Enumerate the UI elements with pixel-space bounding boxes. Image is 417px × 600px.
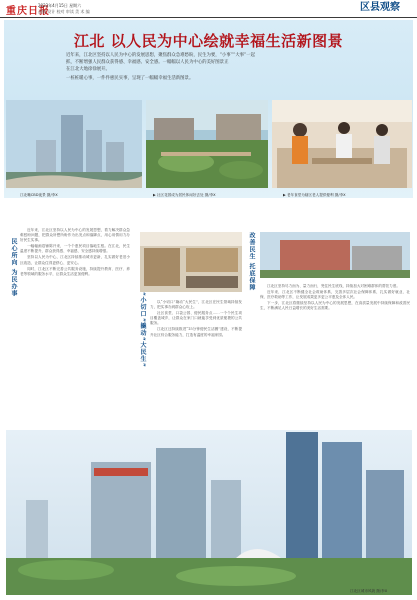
- photo-caption-1: 江北嘴CBD夜景 摄/李X: [20, 193, 58, 197]
- paragraph: 以“小切口”撬动“大民生”，江北区在民生领域持续发力，把实事办到群众心坎上。: [150, 300, 242, 310]
- paragraph: 一幅幅画卷铺陈开来，一个个惠民项目落地生根。在江北，民生温度不断提升，群众获得感、幸福感、安全感持续增强。: [20, 244, 130, 254]
- newspaper-logo: 重庆日报: [6, 6, 50, 17]
- column-right: [260, 284, 410, 434]
- lead-line-4: 一桩桩暖心事，一件件惠民实事，呈现了一幅幅幸福生活新图景。: [66, 76, 194, 81]
- paragraph: 近年来，江北区不断健全社会救助体系，完善多层次社会保障体系，扎实做好就业、社保、医疗救助等工作，让发展成果更多更公平惠及全体人民。: [260, 290, 410, 300]
- lead-line-2: 抓，不断增强人民群众获得感、幸福感、安全感。一幅幅以人民为中心的美好图景正: [66, 60, 229, 65]
- lead-line-3: 在江北大地徐徐展开。: [66, 67, 110, 72]
- photo-cityscape: [6, 430, 412, 595]
- page-headline: 江北 以人民为中心绘就幸福生活新图景: [73, 32, 344, 50]
- paragraph: 江北区还持续推进“15分钟便民生活圈”建设，不断提升社区综合服务能力，打造有温度的幸福家园。: [150, 327, 242, 337]
- photo-caption-3: ▶ 老年食堂为辖区老人提供便利 摄/李X: [283, 193, 346, 197]
- paragraph: 江北区坚持尽力而为、量力而行，兜住民生底线，持续加大对困难群体的帮扶力度。: [267, 284, 400, 288]
- photo-community-garden: [146, 100, 268, 188]
- paragraph: 下一步，江北区将继续坚持以人民为中心的发展思想，在高质量发展中持续保障和改善民生，不断满足人民日益增长的美好生活需要。: [260, 301, 410, 311]
- paragraph: 同时，江北区不断完善公共服务设施，持续提升教育、医疗、养老等领域的服务水平，让群众生活更加便利。: [20, 266, 130, 276]
- photo-residential: [260, 232, 410, 278]
- paragraph: 近年来，江北区坚持以人民为中心的发展思想，着力解决群众急难愁盼问题，把群众所想所盼作为出发点和落脚点，用心用情用力办好民生实事。: [20, 228, 130, 243]
- editor-line: 责编 设计 校对 审读 美 术 编: [38, 9, 90, 14]
- paragraph: 社区食堂、口袋公园、便民服务点……一个个民生项目覆盖城乡，让群众在家门口就能享受到优质便捷的公共服务。: [150, 311, 242, 326]
- lead-line-1: 近年来，江北区坚持以人民为中心的发展思想，聚焦群众急难愁盼，民生为要，“小事”“大事”一起: [66, 53, 255, 58]
- photo-library: [140, 232, 242, 292]
- dateline: 2023年4月15日 星期六: [38, 3, 82, 8]
- photo-senior-canteen: [272, 100, 412, 188]
- photo-caption-2: ▶ 社区花园成为居民休闲好去处 摄/李X: [153, 193, 216, 197]
- section-title: 区县观察: [360, 2, 400, 13]
- subhead-right: 改善民生 托底保障: [248, 232, 255, 292]
- subhead-left: 民心所向 为民办事: [10, 238, 17, 298]
- subhead-mid: “小切口”撬动“大民生”: [139, 292, 146, 368]
- paragraph: 坚持以人民为中心，江北区持续推动城市更新，扎实做好老旧小区改造，让群众住得更舒心、更安心。: [20, 255, 130, 265]
- photo-cbd: [6, 100, 142, 188]
- masthead-rule: [0, 17, 417, 18]
- column-left: [20, 228, 130, 458]
- bottom-photo-caption: 江北区城市风貌 摄/李X: [350, 589, 388, 593]
